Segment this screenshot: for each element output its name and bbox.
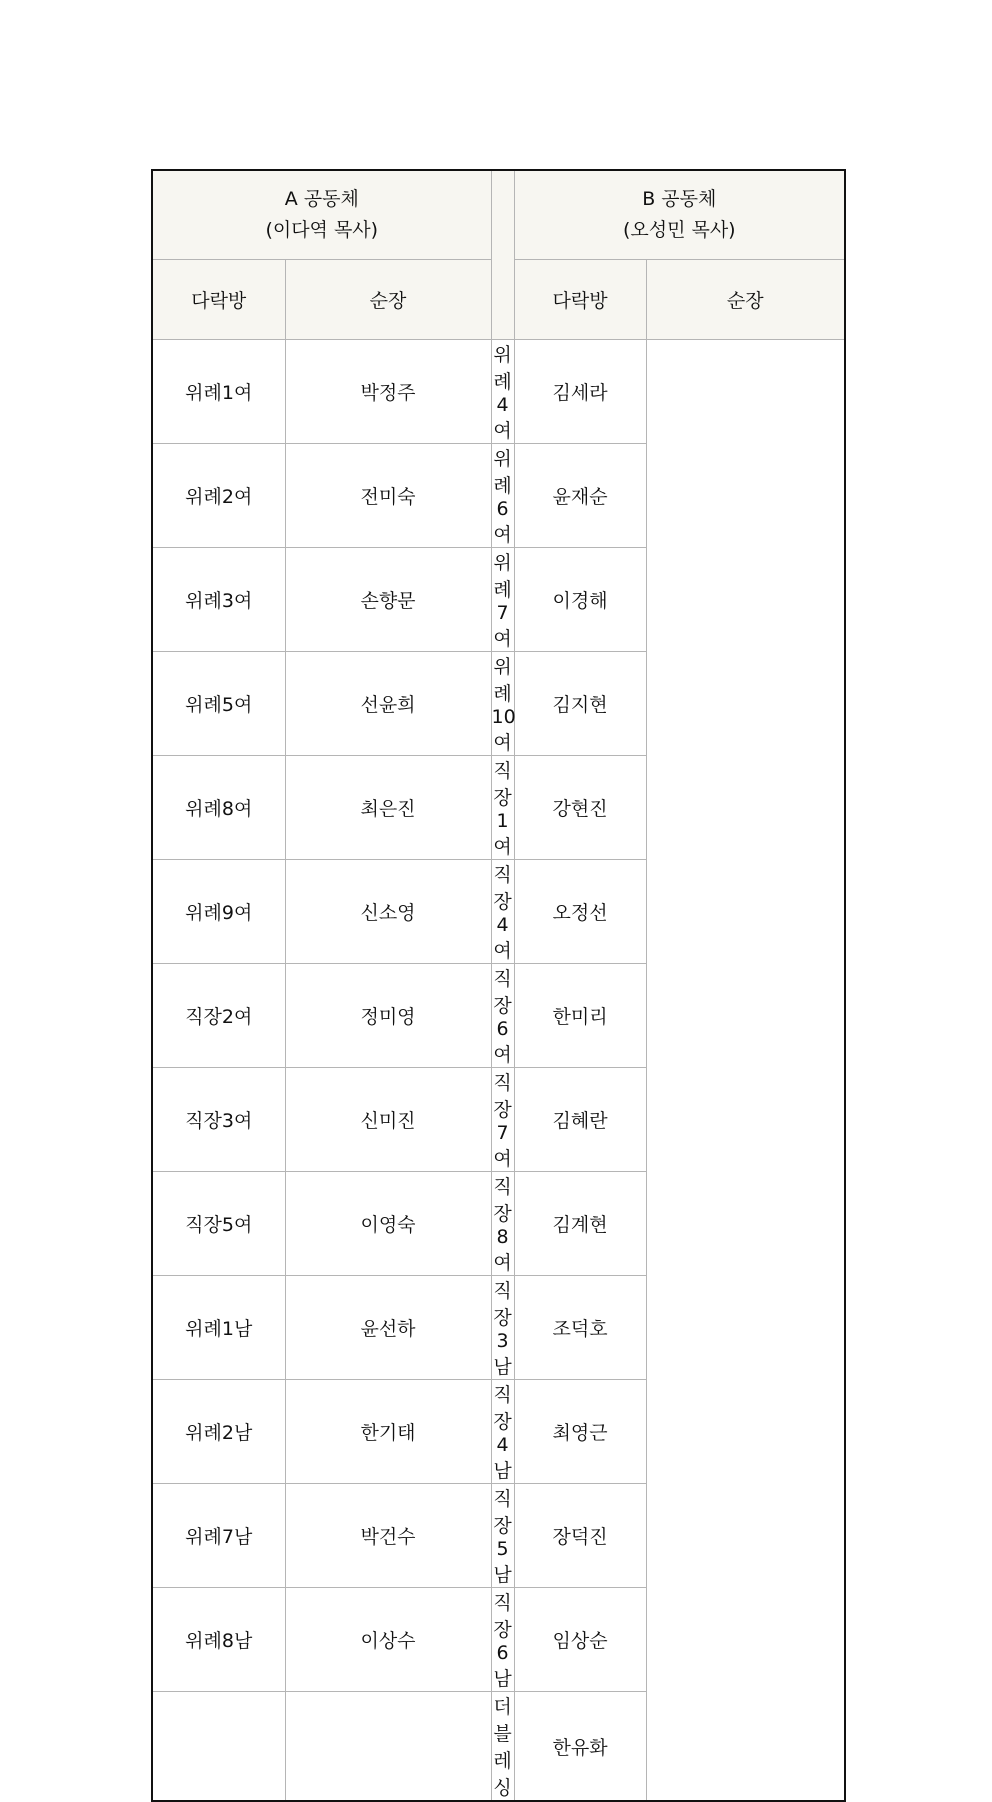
table-row xyxy=(152,1380,845,1484)
group-b-col-leader: 순장 xyxy=(646,260,845,340)
group-b-title: B 공동체 xyxy=(642,188,717,210)
b-leader-cell: 최영근 xyxy=(514,1380,646,1484)
leader-table-container xyxy=(151,169,844,1802)
a-leader-cell: 박건수 xyxy=(285,1484,491,1588)
a-leader-cell: 윤선하 xyxy=(285,1276,491,1380)
table-row xyxy=(152,1276,845,1380)
table-row xyxy=(152,1692,845,1802)
a-leader-cell: 선윤희 xyxy=(285,652,491,756)
a-group-cell: 직장3여 xyxy=(152,1068,285,1172)
a-group-cell: 직장5여 xyxy=(152,1172,285,1276)
a-group-cell: 위례5여 xyxy=(152,652,285,756)
b-group-cell: 직장3남 xyxy=(491,1276,514,1380)
b-leader-cell: 김계현 xyxy=(514,1172,646,1276)
table-row xyxy=(152,340,845,444)
table-row xyxy=(152,860,845,964)
b-leader-cell: 한유화 xyxy=(514,1692,646,1802)
leader-table xyxy=(151,169,846,1802)
a-leader-cell: 손향문 xyxy=(285,548,491,652)
b-leader-cell: 장덕진 xyxy=(514,1484,646,1588)
table-row xyxy=(152,1172,845,1276)
b-group-cell: 직장4남 xyxy=(491,1380,514,1484)
a-group-cell: 위례2남 xyxy=(152,1380,285,1484)
a-leader-cell: 정미영 xyxy=(285,964,491,1068)
group-a-subtitle: (이다역 목사) xyxy=(265,219,379,241)
b-leader-cell: 강현진 xyxy=(514,756,646,860)
group-a-col-group: 다락방 xyxy=(152,260,285,340)
b-group-cell: 직장8여 xyxy=(491,1172,514,1276)
a-group-cell: 위례1남 xyxy=(152,1276,285,1380)
group-a-title: A 공동체 xyxy=(284,188,359,210)
table-row xyxy=(152,548,845,652)
a-leader-cell: 전미숙 xyxy=(285,444,491,548)
table-row xyxy=(152,756,845,860)
a-group-cell xyxy=(152,1692,285,1802)
group-b-subtitle: (오성민 목사) xyxy=(622,219,736,241)
b-group-cell: 직장6여 xyxy=(491,964,514,1068)
b-leader-cell: 김지현 xyxy=(514,652,646,756)
a-leader-cell xyxy=(285,1692,491,1802)
group-b-header xyxy=(514,170,845,260)
a-group-cell: 위례8여 xyxy=(152,756,285,860)
table-row xyxy=(152,652,845,756)
b-leader-cell: 임상순 xyxy=(514,1588,646,1692)
b-group-cell: 위례10여 xyxy=(491,652,514,756)
column-gap xyxy=(491,170,514,340)
b-leader-cell: 김혜란 xyxy=(514,1068,646,1172)
group-a-col-leader: 순장 xyxy=(285,260,491,340)
a-group-cell: 위례1여 xyxy=(152,340,285,444)
a-group-cell: 위례7남 xyxy=(152,1484,285,1588)
b-group-cell: 직장7여 xyxy=(491,1068,514,1172)
b-leader-cell: 윤재순 xyxy=(514,444,646,548)
a-group-cell: 위례2여 xyxy=(152,444,285,548)
a-leader-cell: 한기태 xyxy=(285,1380,491,1484)
a-group-cell: 위례8남 xyxy=(152,1588,285,1692)
b-group-cell: 위례7여 xyxy=(491,548,514,652)
table-row xyxy=(152,1068,845,1172)
a-group-cell: 위례9여 xyxy=(152,860,285,964)
b-group-cell: 직장5남 xyxy=(491,1484,514,1588)
a-group-cell: 위례3여 xyxy=(152,548,285,652)
a-leader-cell: 이영숙 xyxy=(285,1172,491,1276)
table-row xyxy=(152,444,845,548)
b-group-cell: 더블레싱 xyxy=(491,1692,514,1802)
table-row xyxy=(152,1588,845,1692)
b-group-cell: 위례6여 xyxy=(491,444,514,548)
b-group-cell: 직장4여 xyxy=(491,860,514,964)
b-group-cell: 직장1여 xyxy=(491,756,514,860)
group-b-col-group: 다락방 xyxy=(514,260,646,340)
a-group-cell: 직장2여 xyxy=(152,964,285,1068)
b-group-cell: 위례4여 xyxy=(491,340,514,444)
group-a-header xyxy=(152,170,491,260)
a-leader-cell: 이상수 xyxy=(285,1588,491,1692)
b-group-cell: 직장6남 xyxy=(491,1588,514,1692)
a-leader-cell: 신미진 xyxy=(285,1068,491,1172)
table-body xyxy=(152,340,845,1802)
a-leader-cell: 박정주 xyxy=(285,340,491,444)
table-row xyxy=(152,1484,845,1588)
a-leader-cell: 최은진 xyxy=(285,756,491,860)
b-leader-cell: 이경해 xyxy=(514,548,646,652)
b-leader-cell: 오정선 xyxy=(514,860,646,964)
a-leader-cell: 신소영 xyxy=(285,860,491,964)
b-leader-cell: 조덕호 xyxy=(514,1276,646,1380)
b-leader-cell: 한미리 xyxy=(514,964,646,1068)
table-row xyxy=(152,964,845,1068)
b-leader-cell: 김세라 xyxy=(514,340,646,444)
